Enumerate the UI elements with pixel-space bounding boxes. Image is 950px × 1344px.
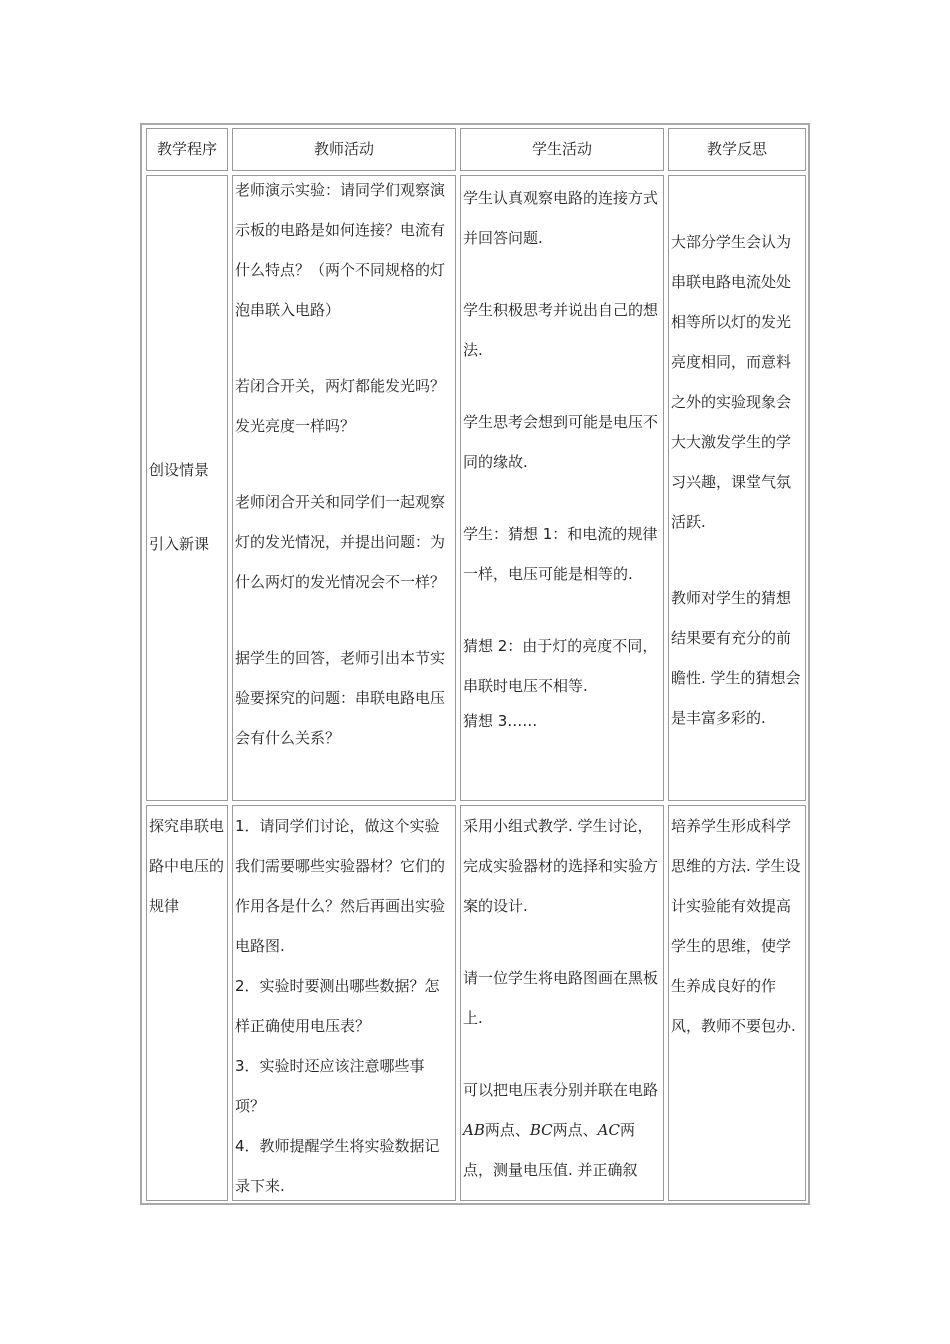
row2-student-para3-post: 两点，测量电压值. 并正确叙 xyxy=(463,1121,638,1179)
point-ab-label: AB xyxy=(463,1121,485,1139)
row1-student-activity xyxy=(460,175,664,801)
row2-student-para3 xyxy=(463,1070,661,1190)
row1-reflection-para2: 教师对学生的猜想结果要有充分的前瞻性. 学生的猜想会是丰富多彩的. xyxy=(671,589,801,727)
row1-program xyxy=(146,175,228,801)
row2-student-activity xyxy=(460,805,664,1201)
row1-student-para2: 学生积极思考并说出自己的想法. xyxy=(463,301,659,359)
header-student-activity: 学生活动 xyxy=(460,128,664,171)
point-bc-label: BC xyxy=(529,1121,553,1139)
row1-program-line2: 引入新课 xyxy=(149,535,210,553)
row1-student-para3: 学生思考会想到可能是电压不同的缘故. xyxy=(463,413,659,471)
row2-student-para3-mid2: 两点、 xyxy=(552,1121,598,1139)
row2-student-para1: 采用小组式教学. 学生讨论，完成实验器材的选择和实验方案的设计. xyxy=(463,817,659,915)
row2-teacher-item4: 4．教师提醒学生将实验数据记录下来. xyxy=(235,1137,440,1195)
row2-reflection xyxy=(668,805,806,1201)
row2-student-para3-mid1: 两点、 xyxy=(484,1121,530,1139)
row2-teacher-item2: 2．实验时要测出哪些数据？怎样正确使用电压表？ xyxy=(235,977,440,1035)
row2-student-para2: 请一位学生将电路图画在黑板上. xyxy=(463,969,659,1027)
point-ac-label: AC xyxy=(597,1121,620,1139)
row2-program-text: 探究串联电路中电压的规律 xyxy=(149,817,225,915)
row1-program-line1: 创设情景 xyxy=(149,461,210,479)
row1-student-para4: 学生：猜想 1：和电流的规律一样，电压可能是相等的. xyxy=(463,525,658,583)
row1-teacher-para1: 老师演示实验：请同学们观察演示板的电路是如何连接？电流有什么特点？（两个不同规格的灯泡串联入电路） xyxy=(235,181,446,319)
row1-reflection-para1: 大部分学生会认为串联电路电流处处相等所以灯的发光亮度相同，而意料之外的实验现象会大大激发学生的学习兴趣，课堂气氛活跃. xyxy=(671,233,792,531)
row1-teacher-para3: 老师闭合开关和同学们一起观察灯的发光情况，并提出问题：为什么两灯的发光情况会不一样？ xyxy=(235,493,446,591)
row1-teacher-para2: 若闭合开关，两灯都能发光吗？发光亮度一样吗？ xyxy=(235,377,446,435)
header-reflection: 教学反思 xyxy=(668,128,806,171)
row2-student-para3-pre: 可以把电压表分别并联在电路 xyxy=(463,1081,659,1099)
row2-teacher-item3: 3．实验时还应该注意哪些事项？ xyxy=(235,1057,425,1115)
lesson-plan-table xyxy=(140,123,810,1205)
row1-teacher-para4: 据学生的回答，老师引出本节实验要探究的问题：串联电路电压会有什么关系？ xyxy=(235,649,446,747)
header-teacher-activity: 教师活动 xyxy=(232,128,456,171)
row1-reflection xyxy=(668,175,806,801)
row1-student-para1: 学生认真观察电路的连接方式并回答问题. xyxy=(463,189,659,247)
row2-reflection-text: 培养学生形成科学思维的方法. 学生设计实验能有效提高学生的思维，使学生养成良好的作风，教师不要包办. xyxy=(671,817,801,1035)
row2-program xyxy=(146,805,228,1201)
row1-teacher-activity xyxy=(232,175,456,801)
row1-student-para6: 猜想 3…… xyxy=(463,712,538,730)
row2-teacher-item1: 1．请同学们讨论，做这个实验我们需要哪些实验器材？它们的作用各是什么？然后再画出实验电路图. xyxy=(235,817,446,955)
row2-teacher-activity xyxy=(232,805,456,1201)
header-program: 教学程序 xyxy=(146,128,228,171)
row1-student-para5: 猜想 2：由于灯的亮度不同，串联时电压不相等. xyxy=(463,637,658,695)
